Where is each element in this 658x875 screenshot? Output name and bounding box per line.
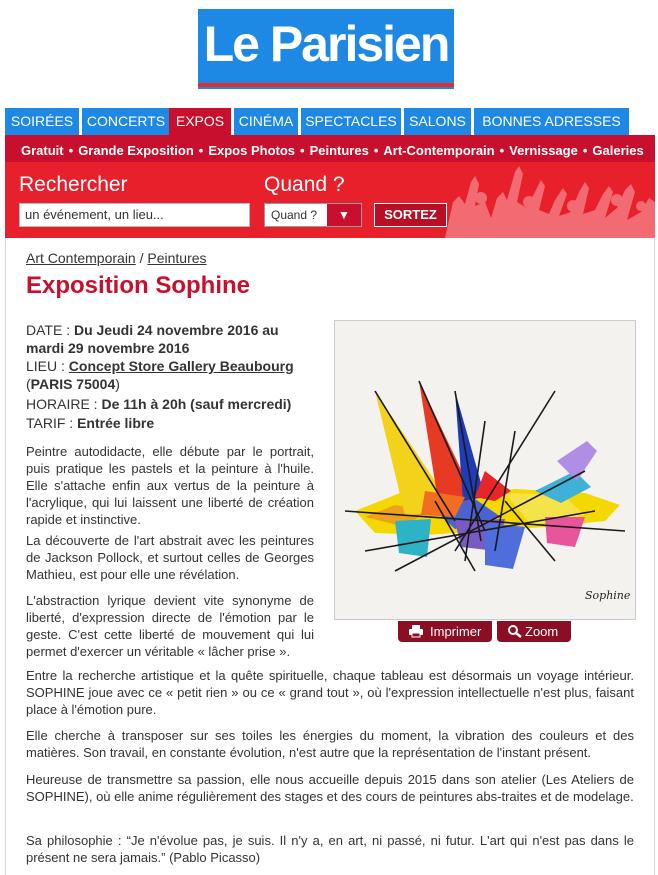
description-paragraph-2: La découverte de l'art abstrait avec les peintures de Jackson Pollock, et surtout celles de Georges Mathieu, est pour elle une révélation. [26, 533, 314, 582]
breadcrumb-art-contemporain[interactable]: Art Contemporain [26, 250, 136, 266]
tab-concerts[interactable]: CONCERTS [82, 108, 170, 135]
breadcrumb-peintures[interactable]: Peintures [147, 250, 207, 266]
crowd-silhouette-icon [445, 162, 655, 238]
zoom-button[interactable] [497, 621, 571, 642]
logo-underline [198, 83, 454, 87]
tab-expos[interactable]: EXPOS [169, 108, 231, 138]
description-paragraph-5: Elle cherche à transposer sur ses toiles les énergies du moment, la vibration des couleurs et des matières. Son travail, en constante évolution, n'est autre que la représentation de l'instant présent. [26, 728, 634, 760]
subnav-item-gratuit[interactable]: Gratuit [21, 142, 64, 158]
date-value-line2: mardi 29 novembre 2016 [26, 340, 190, 356]
tab-salons[interactable]: SALONS [404, 108, 471, 135]
subnav-item-peintures[interactable]: Peintures [309, 142, 369, 158]
description-paragraph-1: Peintre autodidacte, elle débute par le portrait, puis pratique les pastels et la peinture à l'huile. Elle s'attache enfin aux vertus de la peinture à l'acrylique, qui lui laissent une liberté de création rapide et instinctive. [26, 444, 314, 527]
chevron-down-icon: ▼ [327, 204, 361, 226]
subnav-separator: • [198, 142, 204, 158]
artwork-image[interactable] [334, 320, 636, 620]
sub-nav [5, 138, 655, 162]
tarif-value: Entrée libre [77, 415, 155, 431]
subnav-item-art-contemporain[interactable]: Art-Contemporain [383, 142, 495, 158]
info-lieu: LIEU : Concept Store Gallery Beaubourg (PARIS 75004) [26, 358, 294, 392]
lieu-city: PARIS 75004 [30, 376, 116, 392]
tab-soirees[interactable]: SOIRÉES [5, 108, 79, 135]
description-paragraph-6: Heureuse de transmettre sa passion, elle nous accueille depuis 2015 dans son atelier (Les Ateliers de SOPHINE), où elle anime régulièrement des stages et des cours de peintures abs-traites et de modelage. [26, 772, 634, 804]
magnifier-icon [507, 624, 523, 638]
breadcrumb [26, 250, 207, 266]
zoom-label: Zoom [525, 624, 559, 639]
description-paragraph-3: L'abstraction lyrique devient vite synonyme de liberté, d'expression directe de l'émotion par le geste. C'est cette liberté de mouvement qui lui permet d'exercer un véritable « lâcher prise ». [26, 593, 314, 659]
main-nav [5, 108, 655, 138]
search-panel [5, 162, 655, 238]
tab-spectacles[interactable]: SPECTACLES [301, 108, 401, 135]
description-paragraph-7: Sa philosophie : “Je n'évolue pas, je suis. Il n'y a, en art, ni passé, ni futur. L'art qui n'est pas dans le présent ne sera jamais.” (Pablo Picasso) [26, 833, 634, 865]
subnav-item-vernissage[interactable]: Vernissage [509, 142, 578, 158]
tab-cinema[interactable]: CINÉMA [234, 108, 298, 135]
tarif-label: TARIF : [26, 415, 78, 431]
logo-text: Le Parisien [203, 16, 449, 72]
date-label: DATE : [26, 322, 74, 338]
lieu-link[interactable]: Concept Store Gallery Beaubourg [68, 358, 294, 374]
page-title: Exposition Sophine [26, 272, 251, 299]
abstract-painting-icon [335, 321, 636, 620]
date-value-line1: Du Jeudi 24 novembre 2016 au [73, 322, 279, 338]
printer-icon [408, 624, 424, 638]
subnav-item-grande-exposition[interactable]: Grande Exposition [78, 142, 194, 158]
info-tarif [26, 414, 154, 432]
breadcrumb-separator: / [135, 250, 148, 266]
description-paragraph-4: Entre la recherche artistique et la quête spirituelle, chaque tableau est désormais un voyage intérieur. SOPHINE joue avec ce « petit rien » ou ce « grand tout », où l'expression intellectuelle n'est plus, faisant place à l'émotion pure. [26, 668, 634, 717]
search-input[interactable]: un événement, un lieu... [19, 203, 250, 227]
svg-text:Sophine: Sophine [585, 589, 631, 602]
when-select[interactable] [264, 203, 362, 227]
subnav-separator: • [373, 142, 379, 158]
subnav-item-expos-photos[interactable]: Expos Photos [208, 142, 296, 158]
info-horaire [26, 395, 291, 413]
subnav-separator: • [582, 142, 588, 158]
lieu-label: LIEU : [26, 358, 69, 374]
when-label: Quand ? [264, 173, 345, 196]
subnav-separator: • [68, 142, 74, 158]
tab-bonnes-adresses[interactable]: BONNES ADRESSES [474, 108, 629, 135]
search-label: Rechercher [19, 173, 128, 196]
subnav-separator: • [499, 142, 505, 158]
horaire-value: De 11h à 20h (sauf mercredi) [101, 396, 292, 412]
site-logo[interactable] [198, 9, 454, 89]
print-label: Imprimer [430, 624, 482, 639]
print-button[interactable] [398, 621, 492, 642]
when-select-value: Quand ? [271, 208, 318, 222]
horaire-label: HORAIRE : [26, 396, 102, 412]
info-date [26, 321, 279, 357]
sortez-button[interactable]: SORTEZ [374, 203, 447, 227]
subnav-item-galeries[interactable]: Galeries [592, 142, 644, 158]
subnav-separator: • [300, 142, 305, 158]
